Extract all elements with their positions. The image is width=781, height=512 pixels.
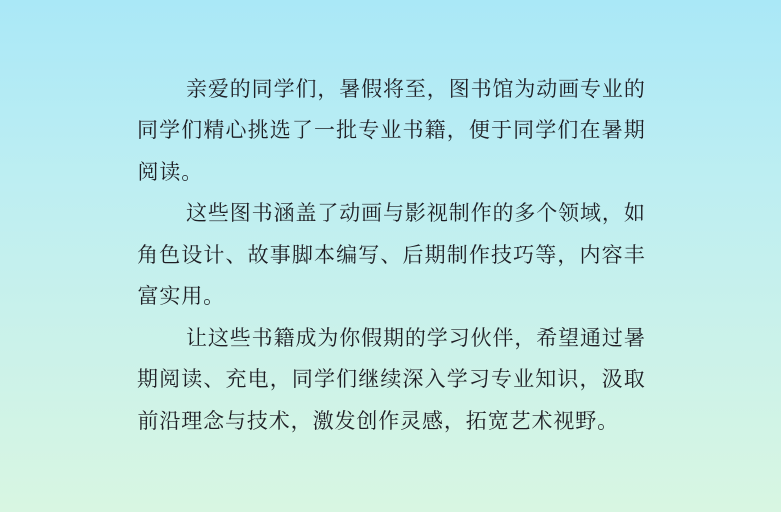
text-line-p3-l2: 期 阅 读 、 充 电 ， 同 学 们 继 续 深 入 学 习 专 业 知 识 ， 汲 取 — [137, 367, 645, 392]
text-line-p1-l1: 亲 爱 的 同 学 们 ， 暑 假 将 至 ， 图 书 馆 为 动 画 专 业 的 — [186, 76, 645, 101]
text-line-p3-l3: 前 沿 理 念 与 技 术 ， 激 发 创 作 灵 感 ， 拓 宽 艺 术 视 野 。 — [137, 408, 619, 433]
text-line-p1-l2: 同 学 们 精 心 挑 选 了 一 批 专 业 书 籍 ， 便 于 同 学 们 在 暑 期 — [137, 118, 645, 143]
text-line-p1-l3: 阅 读 。 — [137, 159, 203, 184]
text-line-p2-l1: 这 些 图 书 涵 盖 了 动 画 与 影 视 制 作 的 多 个 领 域 ， 如 — [186, 201, 645, 226]
text-line-p2-l2: 角 色 设 计 、 故 事 脚 本 编 写 、 后 期 制 作 技 巧 等 ， 内 容 丰 — [137, 242, 645, 267]
document-text-block — [137, 67, 645, 441]
text-line-p2-l3: 富 实 用 。 — [137, 284, 225, 309]
text-line-p3-l1: 让 这 些 书 籍 成 为 你 假 期 的 学 习 伙 伴 ， 希 望 通 过 暑 — [186, 325, 645, 350]
